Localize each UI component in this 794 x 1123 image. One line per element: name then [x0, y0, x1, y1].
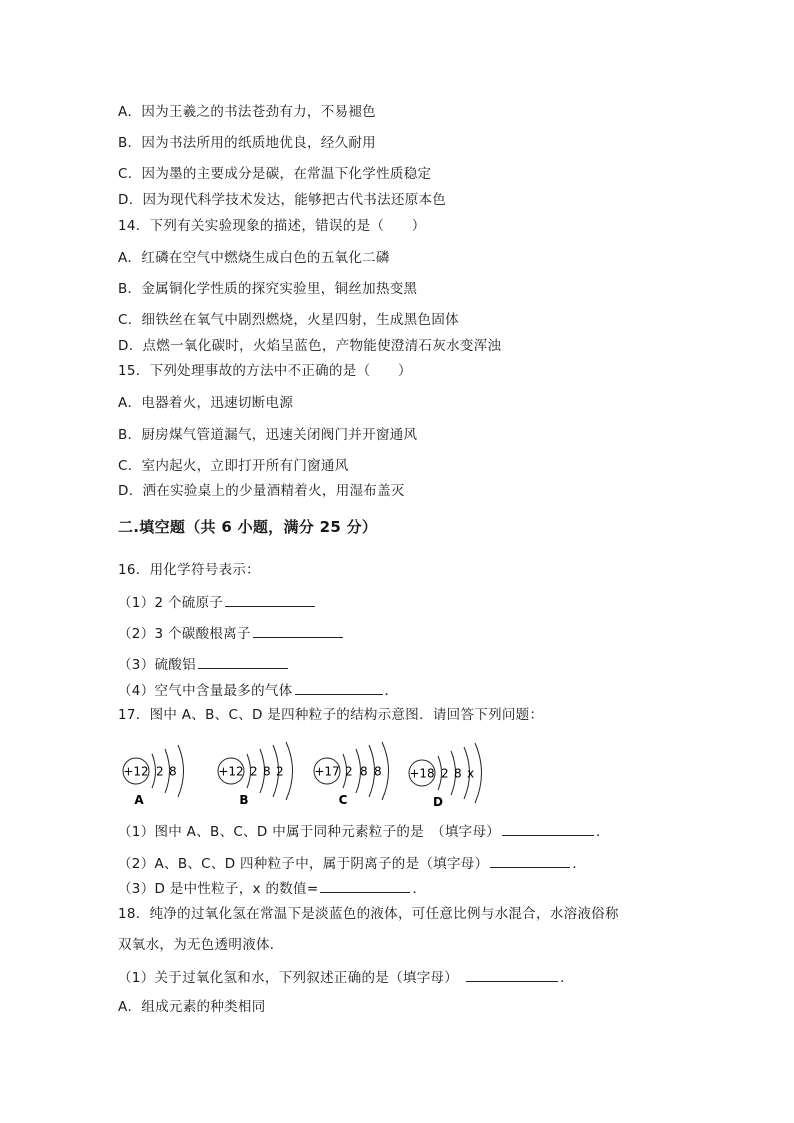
nucleus-charge: +12 [123, 764, 149, 779]
answer-blank[interactable] [466, 967, 558, 982]
particle-label: B [239, 793, 249, 807]
q18-sub-1-text: （1）关于过氧化氢和水，下列叙述正确的是（填字母） [118, 970, 459, 986]
shell-3-count: 2 [276, 764, 284, 779]
q15-stem: 15．下列处理事故的方法中不正确的是（ ） [118, 363, 412, 379]
q17-sub-2 [118, 853, 586, 873]
period: ． [560, 970, 574, 986]
q17-sub-1 [118, 821, 610, 841]
q18-sub-1 [118, 967, 574, 987]
particle-d [409, 743, 482, 809]
q17-sub-2-text: （2）A、B、C、D 四种粒子中，属于阴离子的是（填字母） [118, 856, 489, 872]
shell-2-count: 8 [454, 766, 462, 781]
q14-option-a: A．红磷在空气中燃烧生成白色的五氧化二磷 [118, 250, 390, 266]
answer-blank[interactable] [253, 623, 343, 638]
q17-sub-3 [118, 878, 426, 898]
particle-label: C [338, 793, 348, 807]
nucleus-charge: +12 [218, 764, 244, 779]
shell-1-count: 2 [156, 764, 164, 779]
q16-item-4-end: ． [384, 683, 399, 699]
electron-shell-3 [178, 745, 184, 797]
q15-option-c: C．室内起火，立即打开所有门窗通风 [118, 458, 349, 474]
particle-a [123, 745, 184, 807]
q17-stem: 17．图中 A、B、C、D 是四种粒子的结构示意图．请回答下列问题： [118, 707, 544, 723]
q16-item-3-text: （3）硫酸铝 [118, 657, 196, 673]
q13-option-b: B．因为书法所用的纸质地优良，经久耐用 [118, 135, 376, 151]
particle-label: D [433, 795, 443, 809]
particle-c [314, 742, 389, 807]
electron-shell-4 [382, 742, 389, 800]
q18-stem-line-2: 双氧水，为无色透明液体． [118, 937, 284, 953]
answer-blank[interactable] [198, 654, 288, 669]
q16-item-1-text: （1）2 个硫原子 [118, 595, 224, 611]
q14-option-b: B．金属铜化学性质的探究实验里，铜丝加热变黑 [118, 281, 418, 297]
shell-2-count: 8 [360, 764, 368, 779]
nucleus-charge: +17 [314, 764, 340, 779]
shell-3-count: 8 [374, 764, 382, 779]
shell-1-count: 2 [250, 764, 258, 779]
shell-2-count: 8 [263, 764, 271, 779]
period: ． [412, 881, 427, 897]
q13-option-a: A．因为王羲之的书法苍劲有力，不易褪色 [118, 104, 376, 120]
q13-option-c: C．因为墨的主要成分是碳，在常温下化学性质稳定 [118, 166, 432, 182]
q18-option-a: A．组成元素的种类相同 [118, 999, 266, 1015]
shell-3-count: x [467, 766, 475, 781]
q14-option-d: D．点燃一氧化碳时，火焰呈蓝色，产物能使澄清石灰水变浑浊 [118, 338, 502, 354]
q17-sub-3-text: （3）D 是中性粒子，x 的数值= [118, 881, 319, 897]
answer-blank[interactable] [490, 853, 570, 868]
atom-structure-diagrams [112, 740, 492, 814]
section-title: 二.填空题（共 6 小题，满分 25 分） [118, 518, 378, 536]
answer-blank[interactable] [320, 878, 410, 893]
q15-option-a: A．电器着火，迅速切断电源 [118, 395, 294, 411]
period: ． [596, 824, 610, 840]
electron-shell-1 [152, 754, 156, 788]
shell-1-count: 2 [441, 766, 449, 781]
q16-item-2 [118, 623, 345, 643]
q16-item-2-text: （2）3 个碳酸根离子 [118, 626, 251, 642]
particle-label: A [134, 793, 144, 807]
q16-item-1 [118, 592, 317, 612]
answer-blank[interactable] [295, 680, 383, 695]
nucleus-charge: +18 [409, 766, 435, 781]
q16-item-4-text: （4）空气中含量最多的气体 [118, 683, 293, 699]
q15-option-b: B．厨房煤气管道漏气，迅速关闭阀门并开窗通风 [118, 427, 418, 443]
q16-item-4 [118, 680, 398, 700]
atom-diagrams-svg [112, 740, 492, 810]
q15-option-d: D．洒在实验桌上的少量酒精着火，用湿布盖灭 [118, 483, 405, 499]
q14-stem: 14．下列有关实验现象的描述，错误的是（ ） [118, 218, 426, 234]
q13-option-d: D．因为现代科学技术发达，能够把古代书法还原本色 [118, 192, 447, 208]
shell-1-count: 2 [345, 764, 353, 779]
q14-option-c: C．细铁丝在氧气中剧烈燃烧，火星四射，生成黑色固体 [118, 312, 459, 328]
q16-item-3 [118, 654, 290, 674]
q17-sub-1-text: （1）图中 A、B、C、D 中属于同种元素粒子的是 （填字母） [118, 824, 501, 840]
answer-blank[interactable] [225, 592, 315, 607]
q18-stem-line-1: 18．纯净的过氧化氢在常温下是淡蓝色的液体，可任意比例与水混合，水溶液俗称 [118, 906, 619, 922]
electron-shell-4 [475, 743, 482, 803]
answer-blank[interactable] [502, 821, 594, 836]
electron-shell-4 [286, 742, 293, 800]
period: ． [572, 856, 587, 872]
q16-stem: 16．用化学符号表示： [118, 562, 260, 578]
particle-b [218, 742, 293, 807]
shell-2-count: 8 [169, 764, 177, 779]
